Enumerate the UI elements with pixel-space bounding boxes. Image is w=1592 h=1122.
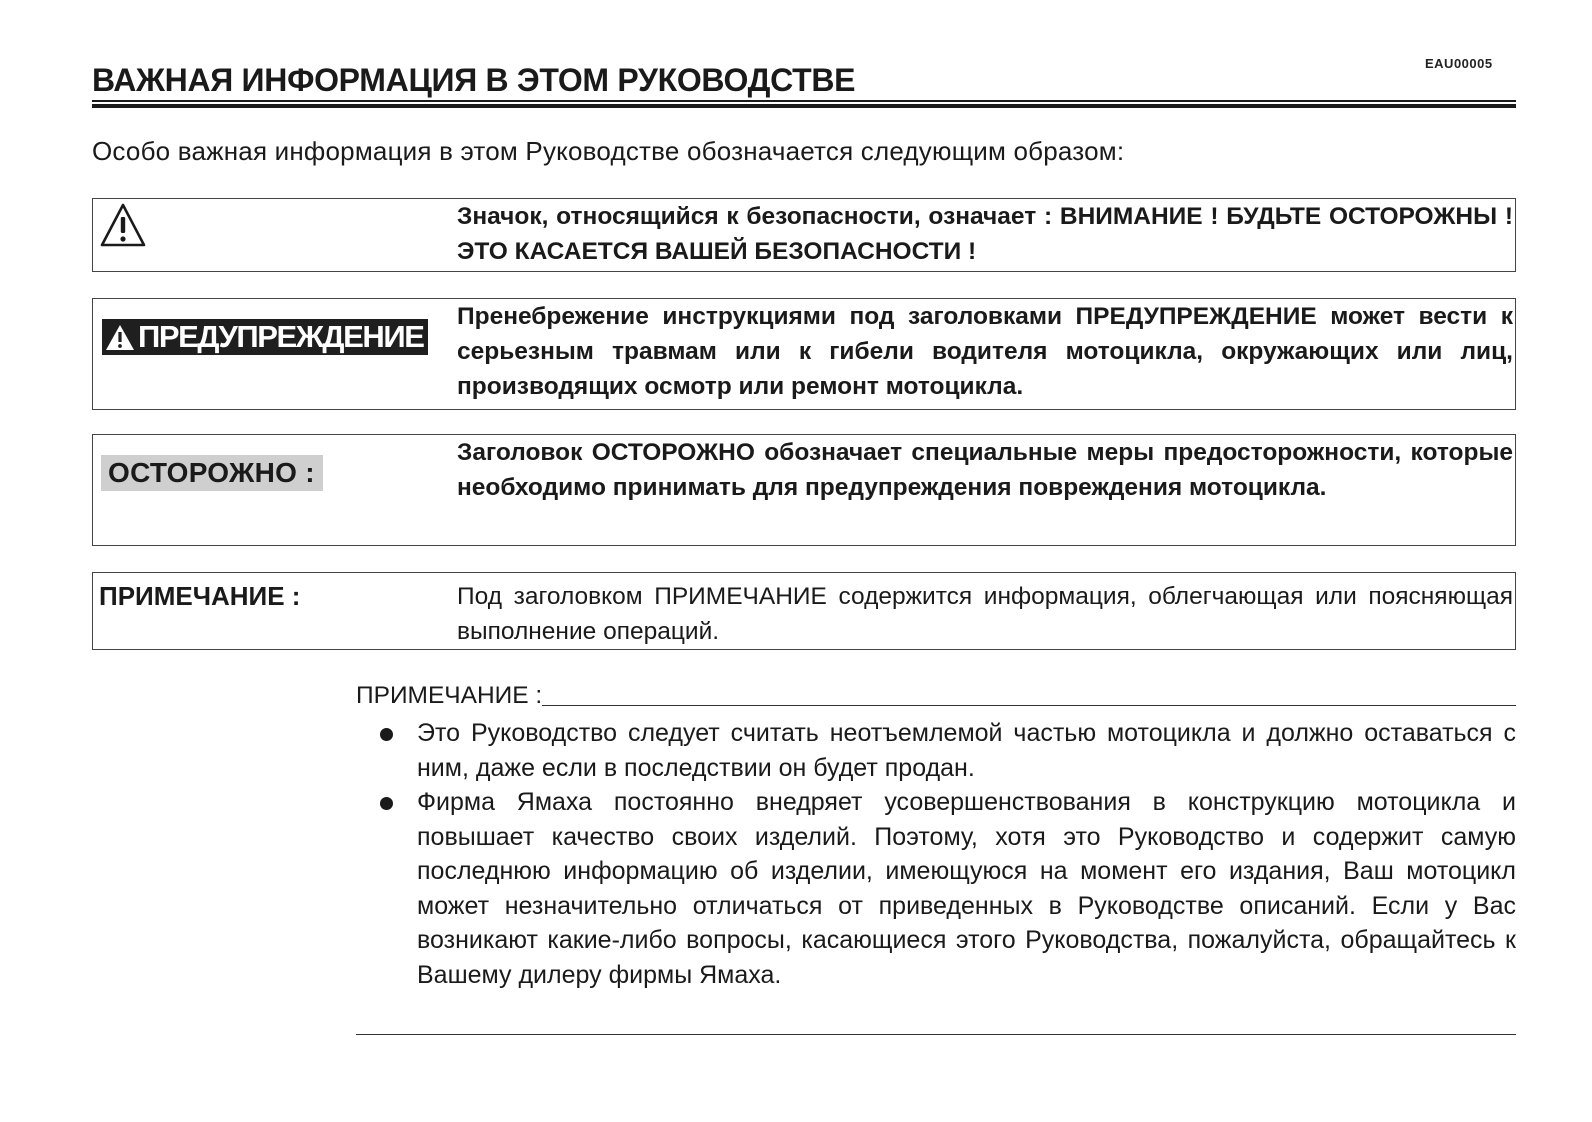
note-heading-rule: [542, 705, 1516, 706]
bullet-icon: [380, 728, 393, 741]
note-section: [356, 680, 1516, 992]
warning-label-cell: [99, 299, 449, 409]
note-box: [92, 572, 1516, 650]
list-item: [356, 716, 1516, 785]
title-rule-thin: [92, 100, 1516, 102]
warning-triangle-icon: [105, 324, 135, 351]
caution-text: Заголовок ОСТОРОЖНО обозначает специальные меры предосторожности, которые необходимо принимать для предупреждения повреждения мотоцикла.: [457, 439, 1513, 501]
safety-symbol-text: Значок, относящийся к безопасности, означает : ВНИМАНИЕ ! БУДЬТЕ ОСТОРОЖНЫ ! ЭТО КАСАЕТСЯ ВАШЕЙ БЕЗОПАСНОСТИ !: [457, 203, 1513, 265]
caution-box: [92, 434, 1516, 546]
note-bottom-rule: [356, 1034, 1516, 1035]
note-section-heading: [356, 680, 1516, 712]
warning-triangle-icon: [99, 202, 147, 248]
warning-label-text: ПРЕДУПРЕЖДЕНИЕ: [138, 319, 424, 354]
warning-label: [102, 319, 428, 355]
doc-code: EAU00005: [1425, 56, 1493, 71]
note-section-heading-text: ПРИМЕЧАНИЕ :: [356, 682, 543, 709]
list-item: [356, 785, 1516, 992]
page-title: ВАЖНАЯ ИНФОРМАЦИЯ В ЭТОМ РУКОВОДСТВЕ: [92, 62, 856, 98]
safety-symbol-cell: [99, 199, 449, 271]
intro-text: Особо важная информация в этом Руководстве обозначается следующим образом:: [92, 136, 1125, 166]
note-label: ПРИМЕЧАНИЕ :: [99, 581, 301, 611]
list-item-text: Это Руководство следует считать неотъемлемой частью мотоцикла и должно оставаться с ним, даже если в последствии он будет продан.: [417, 719, 1516, 782]
caution-label: ОСТОРОЖНО :: [101, 455, 323, 491]
warning-box: [92, 298, 1516, 410]
note-label-cell: [99, 573, 449, 649]
warning-text: Пренебрежение инструкциями под заголовками ПРЕДУПРЕЖДЕНИЕ может вести к серьезным травмам или к гибели водителя мотоцикла, окружающих или лиц, производящих осмотр или ремонт мотоцикла.: [457, 303, 1513, 400]
caution-label-cell: [99, 435, 449, 545]
note-list: [356, 716, 1516, 992]
safety-symbol-box: [92, 198, 1516, 272]
note-text: Под заголовком ПРИМЕЧАНИЕ содержится информация, облегчающая или поясняющая выполнение операций.: [457, 583, 1513, 645]
bullet-icon: [380, 797, 393, 810]
title-rule-thick: [92, 104, 1516, 108]
list-item-text: Фирма Ямаха постоянно внедряет усовершенствования в конструкцию мотоцикла и повышает качество своих изделий. Поэтому, хотя это Руководство и содержит самую последнюю информацию об изделии, имеющуюся на момент его издания, Ваш мотоцикл может незначительно отличаться от приведенных в Руководстве описаний. Если у Вас возникают какие-либо вопросы, касающиеся этого Руководства, пожалуйста, обращайтесь к Вашему дилеру фирмы Ямаха.: [417, 788, 1516, 989]
